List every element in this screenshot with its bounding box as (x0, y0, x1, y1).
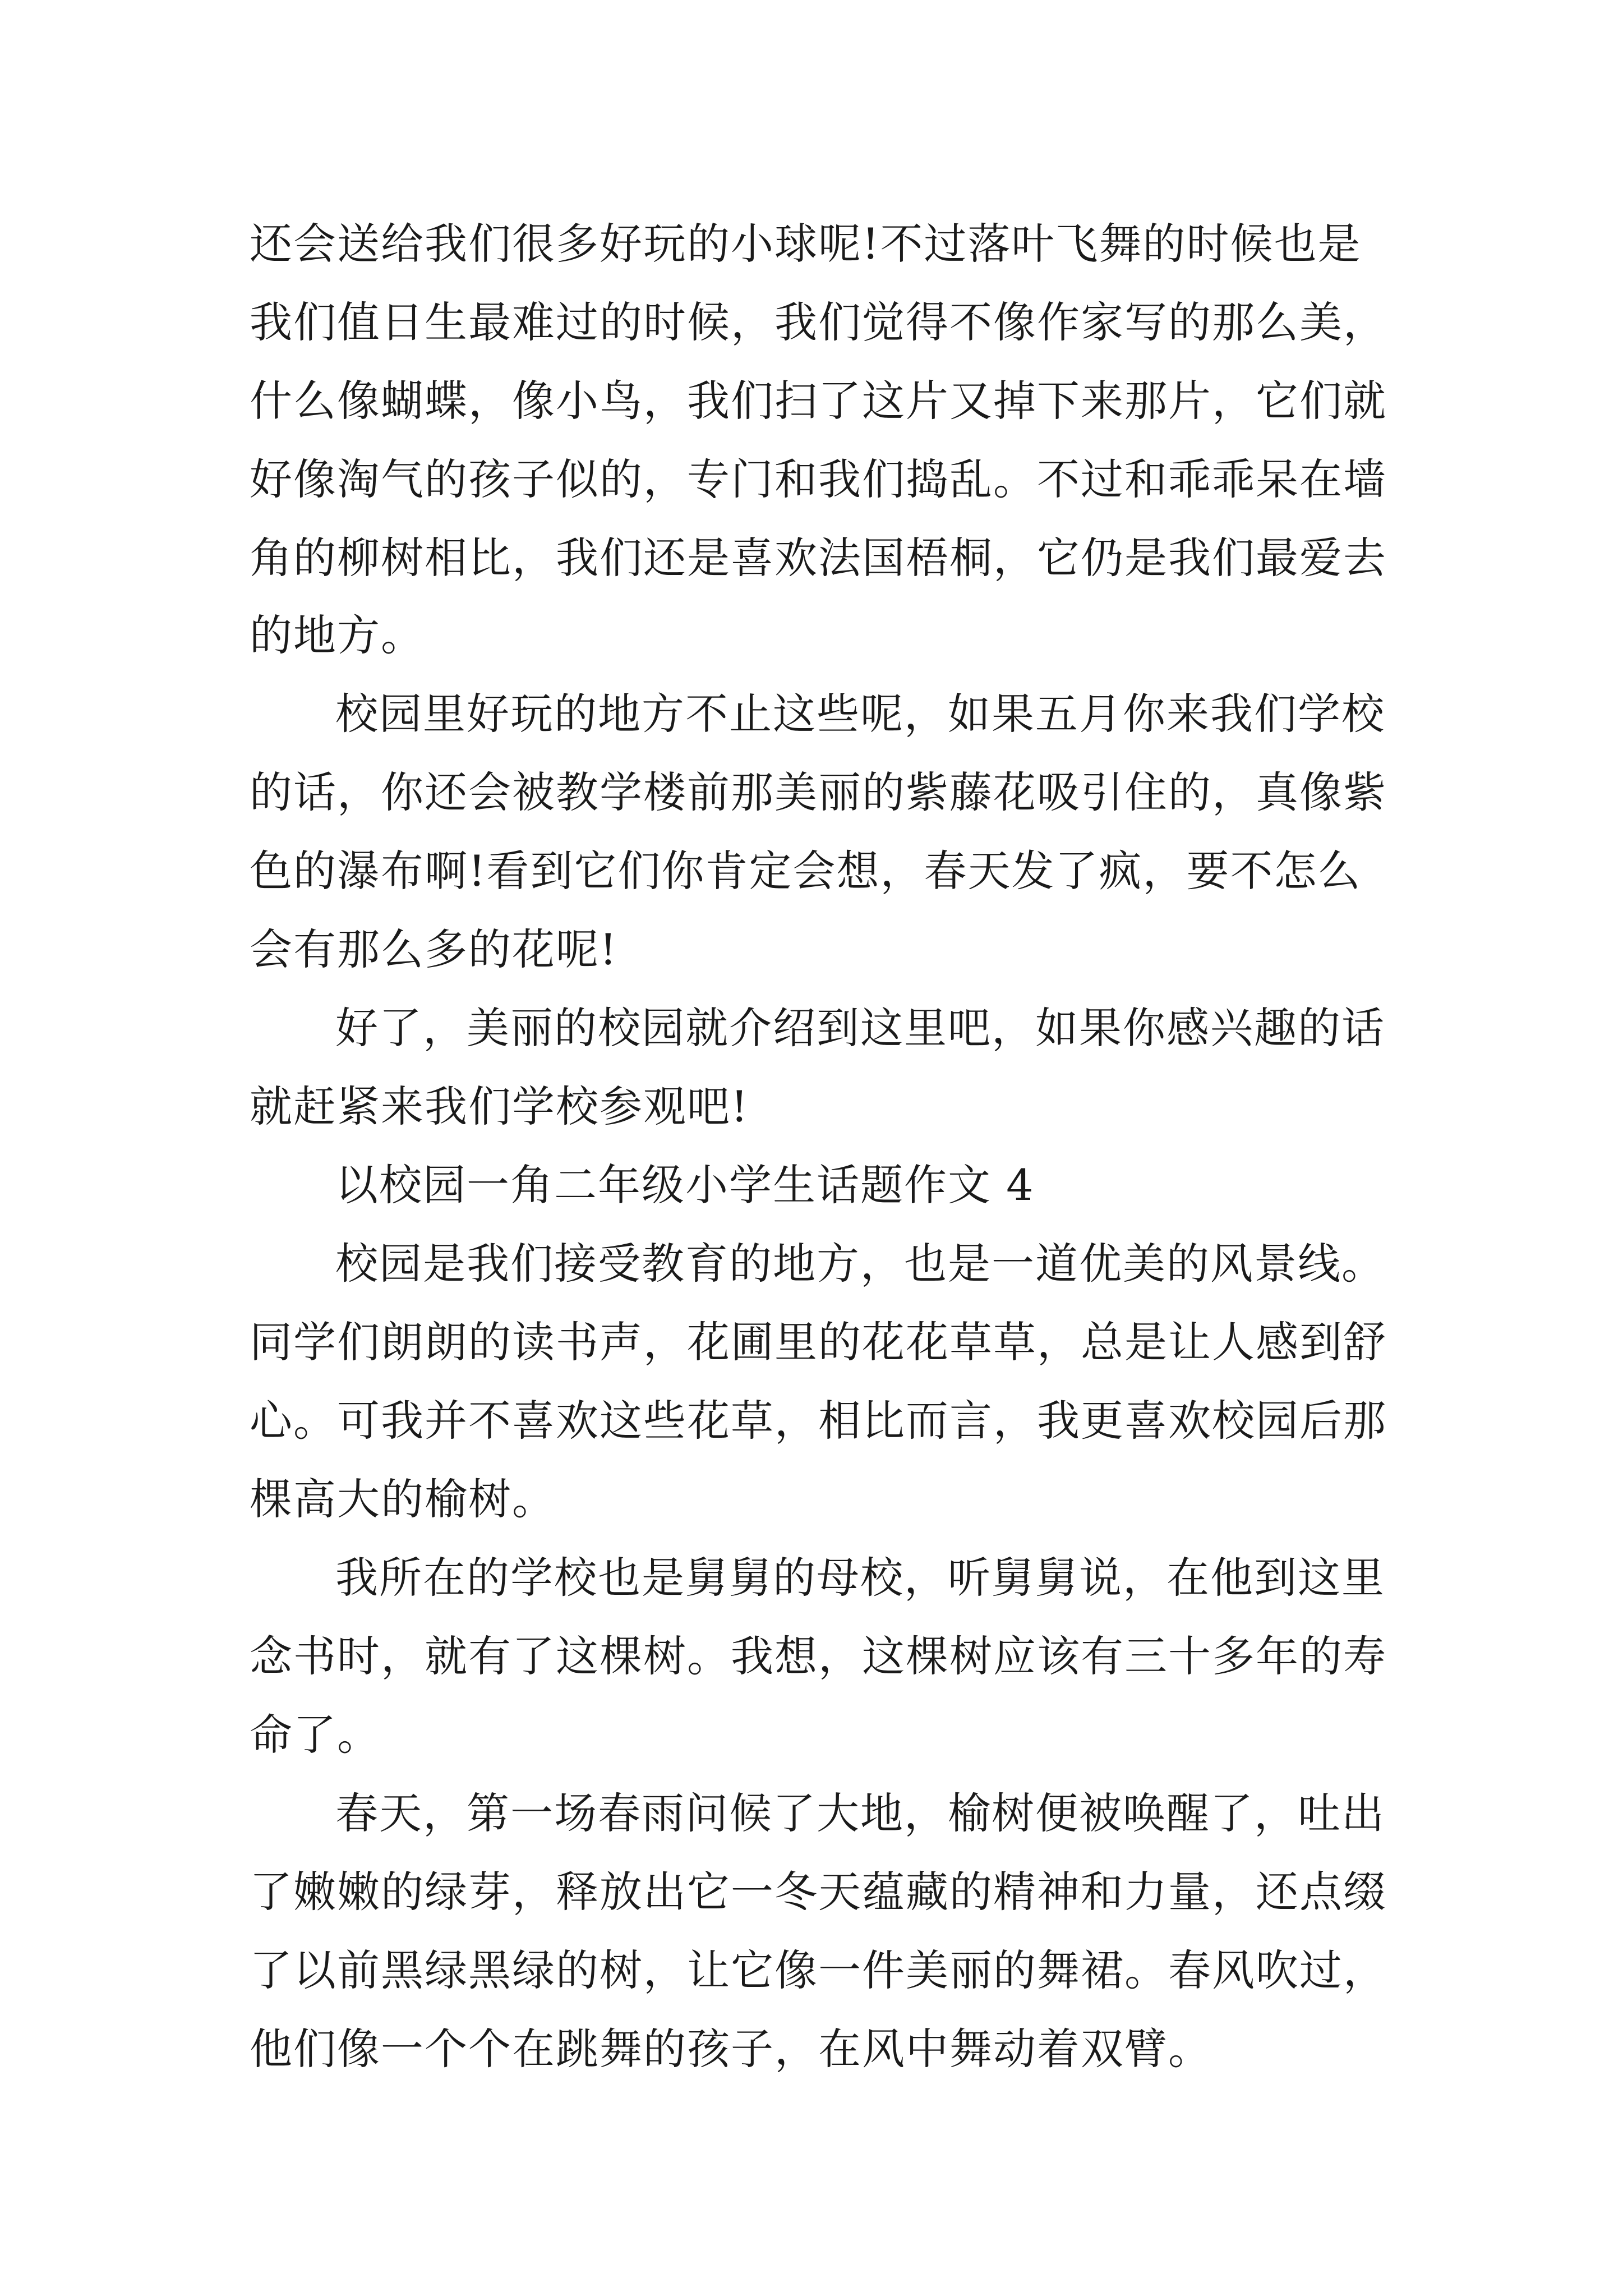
paragraph-first-line: 校园是我们接受教育的地方，也是一道优美的风景线。 (335, 1239, 1385, 1289)
text-line: 好像淘气的孩子似的，专门和我们捣乱。不过和乖乖呆在墙 (250, 454, 1387, 504)
paragraph-first-line: 好了，美丽的校园就介绍到这里吧，如果你感兴趣的话 (335, 1003, 1385, 1053)
text-line: 同学们朗朗的读书声，花圃里的花花草草，总是让人感到舒 (250, 1317, 1387, 1367)
text-line: 色的瀑布啊!看到它们你肯定会想，春天发了疯，要不怎么 (250, 846, 1362, 896)
text-line: 的地方。 (250, 610, 425, 660)
paragraph-first-line: 校园里好玩的地方不止这些呢，如果五月你来我们学校 (335, 689, 1385, 739)
text-line: 什么像蝴蝶，像小鸟，我们扫了这片又掉下来那片，它们就 (250, 376, 1387, 426)
text-line: 我们值日生最难过的时候，我们觉得不像作家写的那么美， (250, 297, 1387, 347)
paragraph-first-line: 我所在的学校也是舅舅的母校，听舅舅说，在他到这里 (335, 1553, 1385, 1603)
text-line: 了嫩嫩的绿芽，释放出它一冬天蕴藏的精神和力量，还点缀 (250, 1867, 1387, 1917)
text-line: 角的柳树相比，我们还是喜欢法国梧桐，它仍是我们最爱去 (250, 533, 1387, 583)
text-line: 他们像一个个在跳舞的孩子，在风中舞动着双臂。 (250, 2024, 1212, 2074)
text-line: 还会送给我们很多好玩的小球呢!不过落叶飞舞的时候也是 (250, 219, 1362, 269)
text-line: 会有那么多的花呢! (250, 924, 618, 974)
text-line: 念书时，就有了这棵树。我想，这棵树应该有三十多年的寿 (250, 1631, 1387, 1681)
paragraph-first-line: 春天，第一场春雨问候了大地，榆树便被唤醒了，吐出 (335, 1788, 1385, 1838)
text-line: 棵高大的榆树。 (250, 1474, 556, 1524)
text-line: 的话，你还会被教学楼前那美丽的紫藤花吸引住的，真像紫 (250, 767, 1387, 817)
text-line: 了以前黑绿黑绿的树，让它像一件美丽的舞裙。春风吹过， (250, 1945, 1387, 1995)
section-heading: 以校园一角二年级小学生话题作文 4 (335, 1160, 1035, 1210)
text-line: 命了。 (250, 1710, 381, 1760)
text-line: 心。可我并不喜欢这些花草，相比而言，我更喜欢校园后那 (250, 1396, 1387, 1446)
text-line: 就赶紧来我们学校参观吧! (250, 1082, 749, 1131)
